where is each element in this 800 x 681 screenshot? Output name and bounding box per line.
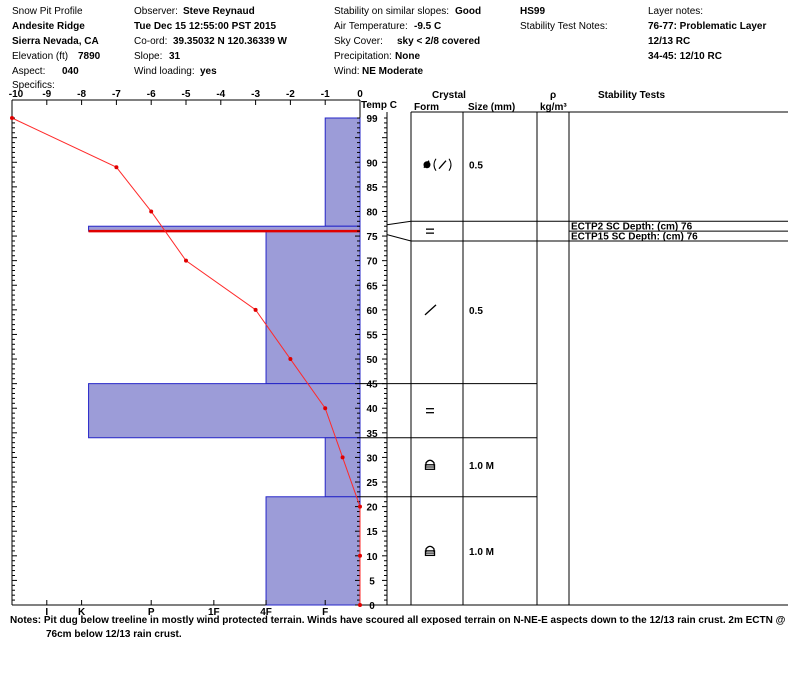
- depth-label-16: 15: [366, 527, 378, 539]
- elevation-value: 7890: [78, 51, 101, 62]
- crystal-forms: [424, 159, 495, 558]
- wind-loading-value: yes: [200, 66, 217, 77]
- stability-test-0: ECTP2 SC Depth: (cm) 76: [571, 221, 693, 233]
- aspect-value: 040: [62, 66, 79, 77]
- stability-test-1: ECTP15 SC Depth: (cm) 76: [571, 231, 698, 243]
- melt-freeze-4-icon: [426, 460, 435, 469]
- hardness-label-4F: 4F: [260, 607, 272, 618]
- sky-cover-value: sky < 2/8 covered: [397, 36, 481, 47]
- rounded-3-icon: [426, 409, 434, 413]
- crystal-size-4: 1.0 M: [469, 460, 495, 472]
- temperature-point-0: [10, 116, 14, 120]
- depth-label-0: 99: [366, 114, 378, 125]
- depth-label-2: 85: [366, 182, 378, 194]
- observer-value: Steve Reynaud: [183, 6, 255, 17]
- depth-label-7: 60: [366, 305, 378, 317]
- density-unit: kg/m³: [540, 102, 567, 113]
- hardness-bar-4: [325, 438, 360, 497]
- precipitation-value: None: [395, 51, 420, 62]
- depth-label-19: 0: [369, 601, 375, 612]
- wind-label: Wind:: [334, 66, 360, 77]
- crystal-size-0: 0.5: [469, 160, 483, 172]
- crystal-size-2: 0.5: [469, 305, 483, 317]
- temp-tick-label-4: -6: [146, 89, 156, 100]
- slash: [439, 161, 446, 169]
- stability-value: Good: [455, 6, 482, 17]
- crystal-column-header: Crystal: [432, 90, 466, 101]
- header: [12, 6, 766, 91]
- coord-label: Co-ord:: [134, 36, 168, 47]
- slash: [425, 305, 436, 315]
- notes-line-1: Notes: Pit dug below treeline in mostly wind protected terrain. Winds have scoured all exposed terrain on N-NE-E aspects down to the 12/13 rain crust. 2m ECTN @: [10, 615, 786, 626]
- temp-tick-label-10: 0: [357, 89, 363, 100]
- column-headers: [361, 90, 665, 113]
- stability-test-rows: [569, 221, 788, 242]
- depth-label-4: 75: [366, 232, 378, 244]
- sky-cover-label: Sky Cover:: [334, 36, 383, 47]
- temp-column-header: Temp C: [361, 100, 397, 111]
- temperature-point-5: [288, 357, 292, 361]
- depth-label-11: 40: [366, 404, 378, 416]
- slope-value: 31: [169, 51, 181, 62]
- precipitation-label: Precipitation:: [334, 51, 392, 62]
- depth-label-12: 35: [366, 428, 378, 440]
- depth-label-1: 90: [366, 158, 378, 170]
- layer-note-2: 12/13 RC: [648, 36, 691, 47]
- crystal-size-5: 1.0 M: [469, 546, 495, 558]
- aspect-label: Aspect:: [12, 66, 46, 77]
- stability-notes-label: Stability Test Notes:: [520, 21, 608, 32]
- temp-tick-label-3: -7: [111, 89, 121, 100]
- temperature-point-7: [341, 455, 345, 459]
- depth-label-5: 70: [366, 256, 378, 268]
- depth-label-15: 20: [366, 502, 378, 514]
- temperature-point-4: [254, 308, 258, 312]
- stability-tests-column-header: Stability Tests: [598, 90, 666, 101]
- depth-label-13: 30: [366, 453, 378, 465]
- hardness-label-F: F: [322, 607, 329, 618]
- temperature-point-6: [323, 406, 327, 410]
- depth-label-3: 80: [366, 207, 378, 219]
- specifics-label: Specifics:: [12, 80, 55, 91]
- depth-label-9: 50: [366, 355, 378, 367]
- wind-loading-label: Wind loading:: [134, 66, 195, 77]
- decomposing-2-icon: [425, 305, 436, 315]
- layer-connector-0: [387, 221, 411, 224]
- temperature-point-3: [184, 259, 188, 263]
- hardness-bar-0: [325, 118, 360, 226]
- temperature-point-1: [114, 165, 118, 169]
- paren-left: [434, 159, 436, 171]
- rounded-1-icon: [426, 229, 434, 233]
- depth-label-17: 10: [366, 551, 378, 563]
- temp-tick-label-6: -4: [216, 89, 226, 100]
- temp-tick-label-1: -9: [42, 89, 52, 100]
- hardness-label-K: K: [77, 607, 86, 618]
- elevation-label: Elevation (ft): [12, 51, 69, 62]
- crystal-layer-lines: [360, 221, 569, 496]
- hs-value: HS99: [520, 6, 546, 17]
- temperature-point-2: [149, 209, 153, 213]
- hardness-bar-2: [266, 231, 360, 383]
- temperature-point-9: [358, 554, 362, 558]
- temp-tick-label-8: -2: [285, 89, 295, 100]
- hardness-bar-3: [89, 384, 360, 438]
- observer-label: Observer:: [134, 6, 178, 17]
- temp-tick-label-2: -8: [77, 89, 87, 100]
- notes-line-2: 76cm below 12/13 rain crust.: [46, 629, 182, 640]
- region: Sierra Nevada, CA: [12, 36, 99, 47]
- air-temp-label: Air Temperature:: [334, 21, 408, 32]
- profile-title: Snow Pit Profile: [12, 6, 83, 17]
- temp-tick-label-0: -10: [8, 89, 24, 100]
- hardness-label-I: I: [45, 607, 49, 618]
- observation-datetime: Tue Dec 15 12:55:00 PST 2015: [134, 21, 277, 32]
- density-column-header: ρ: [550, 90, 557, 101]
- size-column-header: Size (mm): [468, 102, 516, 113]
- coord-value: 39.35032 N 120.36339 W: [173, 36, 287, 47]
- paren-right: [449, 159, 451, 171]
- form-column-header: Form: [414, 102, 439, 113]
- temp-tick-label-5: -5: [181, 89, 191, 100]
- temp-tick-label-9: -1: [320, 89, 330, 100]
- depth-label-10: 45: [366, 379, 378, 391]
- layer-connector-1: [387, 235, 411, 241]
- depth-label-14: 25: [366, 478, 378, 490]
- temperature-point-10: [358, 603, 362, 607]
- temp-tick-label-7: -3: [251, 89, 261, 100]
- temperature-point-8: [358, 505, 362, 509]
- location: Andesite Ridge: [12, 21, 85, 32]
- depth-label-6: 65: [366, 281, 378, 293]
- layer-note-3: 34-45: 12/10 RC: [648, 51, 722, 62]
- hardness-label-P: P: [147, 607, 155, 618]
- hardness-bar-5: [266, 497, 360, 605]
- air-temp-value: -9.5 C: [414, 21, 442, 32]
- melt-freeze-5-icon: [426, 546, 435, 555]
- wind-value: NE Moderate: [362, 66, 424, 77]
- plot-frame: [12, 100, 788, 605]
- surface-hoar-mixed-0-icon: [424, 159, 452, 171]
- stability-label: Stability on similar slopes:: [334, 6, 450, 17]
- notes: [10, 615, 786, 640]
- slope-label: Slope:: [134, 51, 163, 62]
- depth-label-8: 55: [366, 330, 378, 342]
- hardness-label-1F: 1F: [208, 607, 220, 618]
- layer-note-1: 76-77: Problematic Layer: [648, 21, 767, 32]
- temp-axis-ticks: [9, 89, 363, 105]
- hardness-layers: [89, 118, 360, 605]
- layer-notes-label: Layer notes:: [648, 6, 704, 17]
- depth-label-18: 5: [369, 576, 375, 588]
